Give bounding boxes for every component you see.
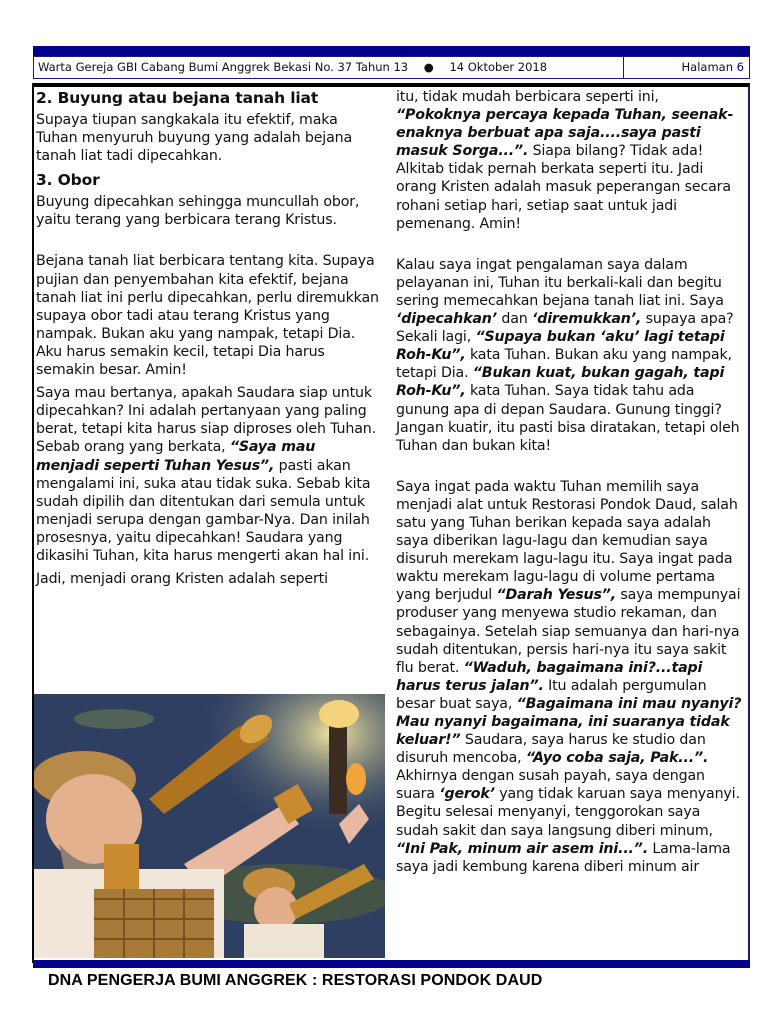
quote: “Bagaimana ini mau nyanyi? Mau nyanyi bagaimana, ini suaranya tidak keluar!” xyxy=(396,695,742,749)
text: Lama-lama saya jadi kembung karena diberi minum air xyxy=(396,840,731,875)
text: kata Tuhan. Bukan aku yang nampak, tetapi Dia. xyxy=(396,347,732,382)
quote: “Ayo coba saja, Pak...”. xyxy=(525,750,709,767)
page-label: Halaman xyxy=(681,60,734,74)
paragraph: Buyung dipecahkan sehingga muncullah obor, yaitu terang yang berbicara terang Kristus. xyxy=(36,194,360,229)
paragraph xyxy=(396,88,746,233)
text: Kalau saya ingat pengalaman saya dalam pelayanan ini, Tuhan itu berkali-kali dan begitu sering memecahkan bejana tanah liat ini. Saya xyxy=(396,256,724,309)
paragraph: Supaya tiupan sangkakala itu efektif, maka Tuhan menyuruh buyung yang adalah bejana tanah liat tadi dipecahkan. xyxy=(36,112,353,165)
text: Siapa bilang? Tidak ada! Alkitab tidak pernah berkata seperti itu. Jadi orang Kristen adalah masuk peperangan secara rohani setiap hari, setiap saat untuk jadi pemenang. Amin! xyxy=(396,143,731,232)
text: supaya apa? Sekali lagi, xyxy=(396,311,734,346)
bullet-separator: ● xyxy=(423,60,434,74)
footer-title: DNA PENGERJA BUMI ANGGREK : RESTORASI PONDOK DAUD xyxy=(48,972,543,989)
quote: “Waduh, bagaimana ini?...tapi harus terus jalan”. xyxy=(396,659,703,694)
text: pasti akan mengalami ini, suka atau tidak suka. Sebab kita sudah dipilih dan ditentukan dari semula untuk menjadi serupa dengan gambar-Nya. Dan inilah prosesnya, yaitu dipecahkan! Saudara yang dikasihi Tuhan, kita harus mengerti akan hal ini. xyxy=(36,457,371,564)
text: Saudara, saya harus ke studio dan disuruh mencoba, xyxy=(396,732,706,767)
paragraph xyxy=(36,384,381,565)
heading-obor: 3. Obor xyxy=(36,171,100,190)
header-page-cell xyxy=(624,57,749,78)
text: Akhirnya dengan susah payah, saya dengan suara xyxy=(396,768,705,803)
page-header xyxy=(33,56,750,79)
text: Saya ingat pada waktu Tuhan memilih saya menjadi alat untuk Restorasi Pondok Daud, salah satu yang Tuhan berikan kepada saya adalah saya diberikan lagu-lagu dan kemudian saya disuruh merekam lagu-lagu itu. Saya ingat pada waktu merekam lagu-lagu di volume pertama yang berjudul xyxy=(396,478,738,604)
quote: “Ini Pak, minum air asem ini...”. xyxy=(396,840,649,857)
paragraph: Jadi, menjadi orang Kristen adalah seperti xyxy=(36,571,328,588)
text: kata Tuhan. Saya tidak tahu ada gunung apa di depan Saudara. Gunung tinggi? Jangan kuatir, itu pasti bisa diratakan, tetapi oleh Tuhan dan bukan kita! xyxy=(396,383,740,454)
text: yang tidak karuan saya menyanyi. Begitu selesai menyanyi, tenggorokan saya sudah sakit dan saya langsung diberi minum, xyxy=(396,786,740,839)
heading-buyung: 2. Buyung atau bejana tanah liat xyxy=(36,89,319,107)
left-column xyxy=(36,88,381,593)
quote: ‘dipecahkan’ xyxy=(396,311,497,328)
quote: “Darah Yesus”, xyxy=(496,587,617,604)
illustration-trumpeters xyxy=(34,694,385,958)
top-color-band xyxy=(33,46,750,56)
quote: “Saya mau menjadi seperti Tuhan Yesus”, xyxy=(36,439,316,474)
right-column xyxy=(396,88,746,881)
issue-date: 14 Oktober 2018 xyxy=(449,60,548,74)
text: itu, tidak mudah berbicara seperti ini, xyxy=(396,89,659,105)
bottom-color-band xyxy=(33,960,750,968)
header-publication-cell xyxy=(34,57,624,78)
quote: “Bukan kuat, bukan gagah, tapi Roh-Ku”, xyxy=(396,365,725,400)
quote: “Pokoknya percaya kepada Tuhan, seenak-enaknya berbuat apa saja....saya pasti masuk Sorga...”. xyxy=(396,107,734,160)
quote: ‘diremukkan’, xyxy=(531,311,642,328)
paragraph: Bejana tanah liat berbicara tentang kita. Supaya pujian dan penyembahan kita efektif, bejana tanah liat ini perlu dipecahkan, perlu diremukkan supaya obor tadi atau terang Kristus yang nampak. Bukan aku yang nampak, tetapi Dia. Aku harus semakin kecil, tetapi Dia harus semakin besar. Amin! xyxy=(36,253,379,379)
text: Saya mau bertanya, apakah Saudara siap untuk dipecahkan? Ini adalah pertanyaan yang paling berat, tetapi kita harus siap diproses oleh Tuhan. Sebab orang yang berkata, xyxy=(36,385,376,456)
page-number: 6 xyxy=(736,60,744,74)
paragraph xyxy=(396,256,746,455)
paragraph xyxy=(396,478,746,876)
text: dan xyxy=(496,311,532,328)
text: saya mempunyai produser yang menyewa studio rekaman, dan sebagainya. Setelah siap semuanya dan hari-nya sudah ditentukan, persis hari-nya itu saya sakit flu berat. xyxy=(396,587,741,676)
publication-title: Warta Gereja GBI Cabang Bumi Anggrek Bekasi No. 37 Tahun 13 xyxy=(38,60,409,74)
trumpeters-illustration-icon xyxy=(34,694,385,958)
text: Itu adalah pergumulan besar buat saya, xyxy=(396,677,707,712)
quote: ‘gerok’ xyxy=(439,786,495,803)
quote: “Supaya bukan ‘aku’ lagi tetapi Roh-Ku”, xyxy=(396,329,725,364)
